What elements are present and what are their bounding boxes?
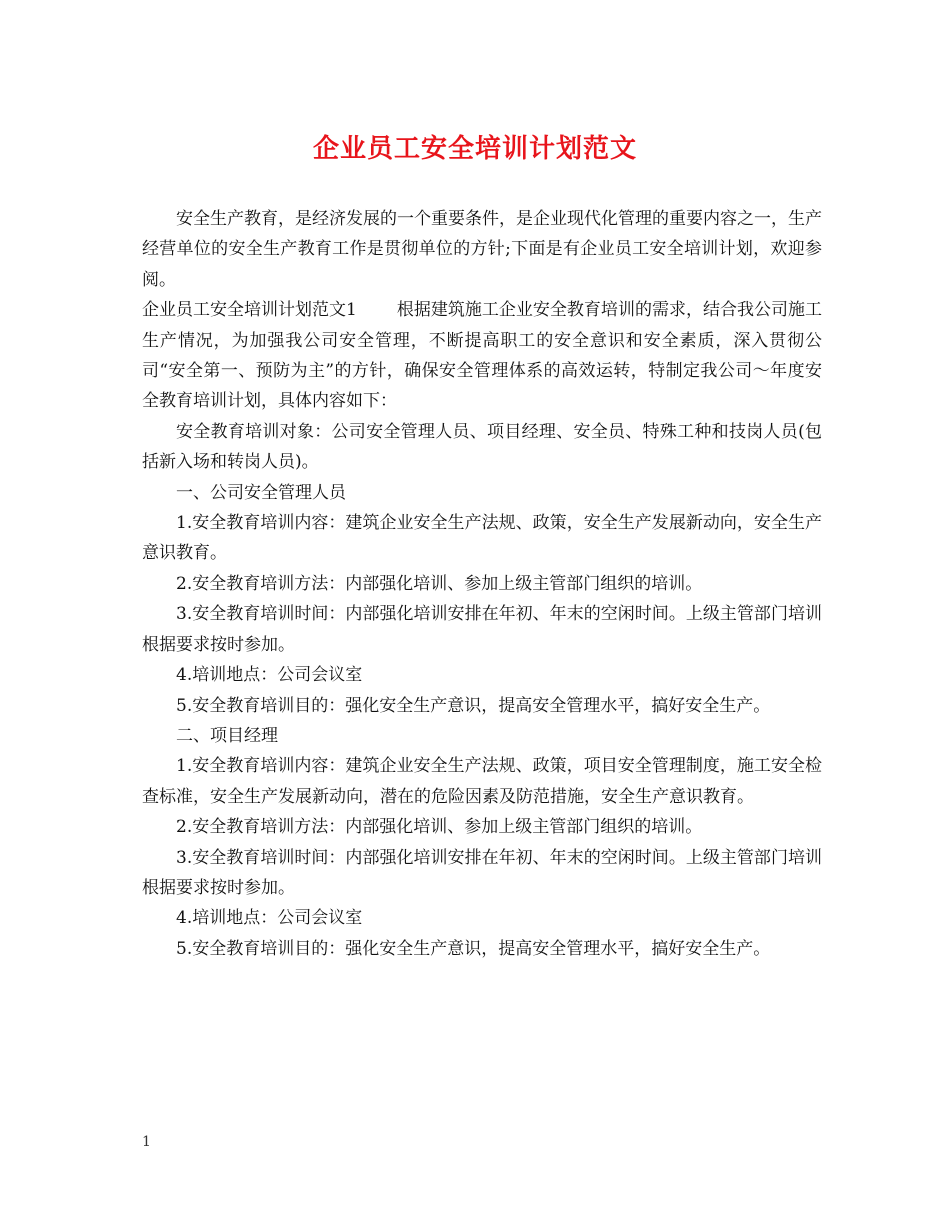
list-item: 2.安全教育培训方法：内部强化培训、参加上级主管部门组织的培训。 bbox=[176, 817, 703, 838]
paragraph-intro: 安全生产教育，是经济发展的一个重要条件，是企业现代化管理的重要内容之一，生产经营单位的安全生产教育工作是贯彻单位的方针;下面是有企业员工安全培训计划，欢迎参阅。 bbox=[142, 209, 822, 290]
list-item: 4.培训地点：公司会议室 bbox=[176, 908, 363, 929]
list-item: 4.培训地点：公司会议室 bbox=[176, 665, 363, 686]
plan-heading: 企业员工安全培训计划范文1 bbox=[142, 300, 357, 321]
paragraph-training-targets: 安全教育培训对象：公司安全管理人员、项目经理、安全员、特殊工种和技岗人员(包括新入场和转岗人员)。 bbox=[142, 421, 822, 473]
page-number: 1 bbox=[142, 1134, 151, 1150]
list-item: 3.安全教育培训时间：内部强化培训安排在年初、年末的空闲时间。上级主管部门培训根据要求按时参加。 bbox=[142, 604, 822, 655]
list-item: 1.安全教育培训内容：建筑企业安全生产法规、政策，项目安全管理制度，施工安全检查标准，安全生产发展新动向，潜在的危险因素及防范措施，安全生产意识教育。 bbox=[142, 756, 822, 807]
list-item: 5.安全教育培训目的：强化安全生产意识，提高安全管理水平，搞好安全生产。 bbox=[176, 938, 771, 959]
paragraph-plan-intro bbox=[142, 295, 822, 417]
document-title: 企业员工安全培训计划范文 bbox=[312, 134, 637, 164]
list-item: 1.安全教育培训内容：建筑企业安全生产法规、政策，安全生产发展新动向，安全生产意识教育。 bbox=[142, 513, 822, 564]
section-heading-managers: 一、公司安全管理人员 bbox=[176, 482, 346, 503]
document-body bbox=[142, 204, 822, 964]
list-item: 2.安全教育培训方法：内部强化培训、参加上级主管部门组织的培训。 bbox=[176, 573, 703, 594]
section-heading-project-managers: 二、项目经理 bbox=[176, 725, 278, 746]
list-item: 3.安全教育培训时间：内部强化培训安排在年初、年末的空闲时间。上级主管部门培训根据要求按时参加。 bbox=[142, 847, 822, 898]
list-item: 5.安全教育培训目的：强化安全生产意识，提高安全管理水平，搞好安全生产。 bbox=[176, 695, 771, 716]
plan-intro-text: 根据建筑施工企业安全教育培训的需求，结合我公司施工生产情况，为加强我公司安全管理，不断提高职工的安全意识和安全素质，深入贯彻公司“安全第一、预防为主”的方针，确保安全管理体系的高效运转，特制定我公司～年度安全教育培训计划，具体内容如下： bbox=[142, 300, 822, 412]
